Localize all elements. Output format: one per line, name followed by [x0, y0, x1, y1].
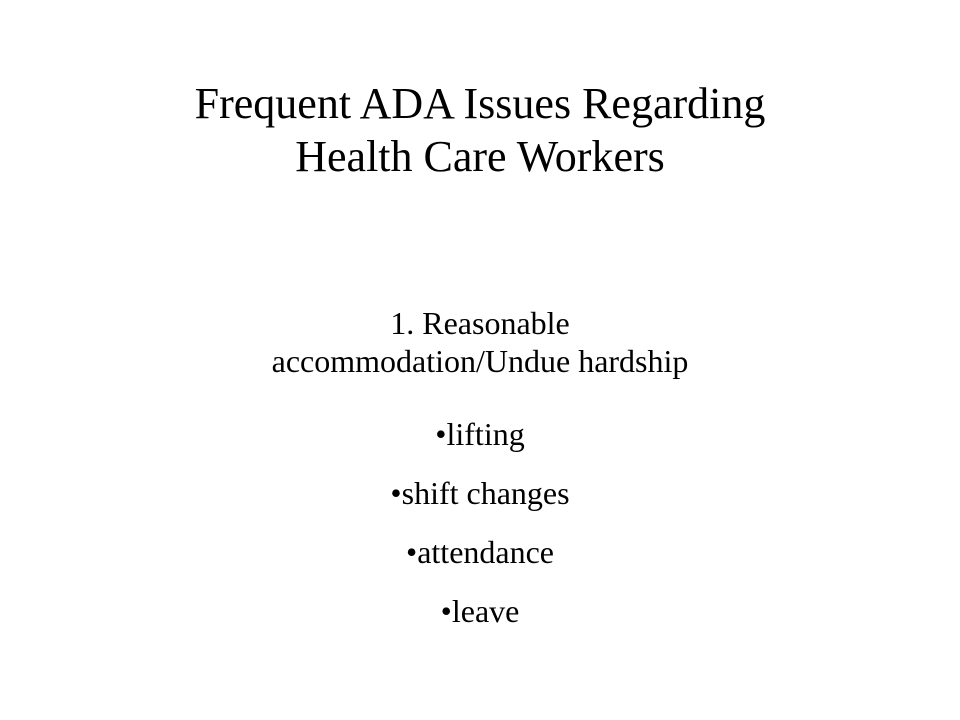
slide-title-line-1: Frequent ADA Issues Regarding: [194, 79, 766, 128]
slide-title: [0, 78, 960, 184]
bullet-item-leave: •leave: [440, 593, 520, 629]
numbered-heading-line-2: accommodation/Undue hardship: [271, 343, 689, 380]
bullet-item-lifting: •lifting: [435, 416, 525, 452]
bullet-item-shift-changes: •shift changes: [390, 475, 570, 511]
bullet-item-attendance: •attendance: [406, 534, 554, 570]
slide-title-line-2: Health Care Workers: [295, 131, 665, 181]
numbered-heading: [0, 304, 960, 381]
numbered-heading-line-1: 1. Reasonable: [390, 305, 570, 341]
bullet-list: [0, 415, 960, 651]
